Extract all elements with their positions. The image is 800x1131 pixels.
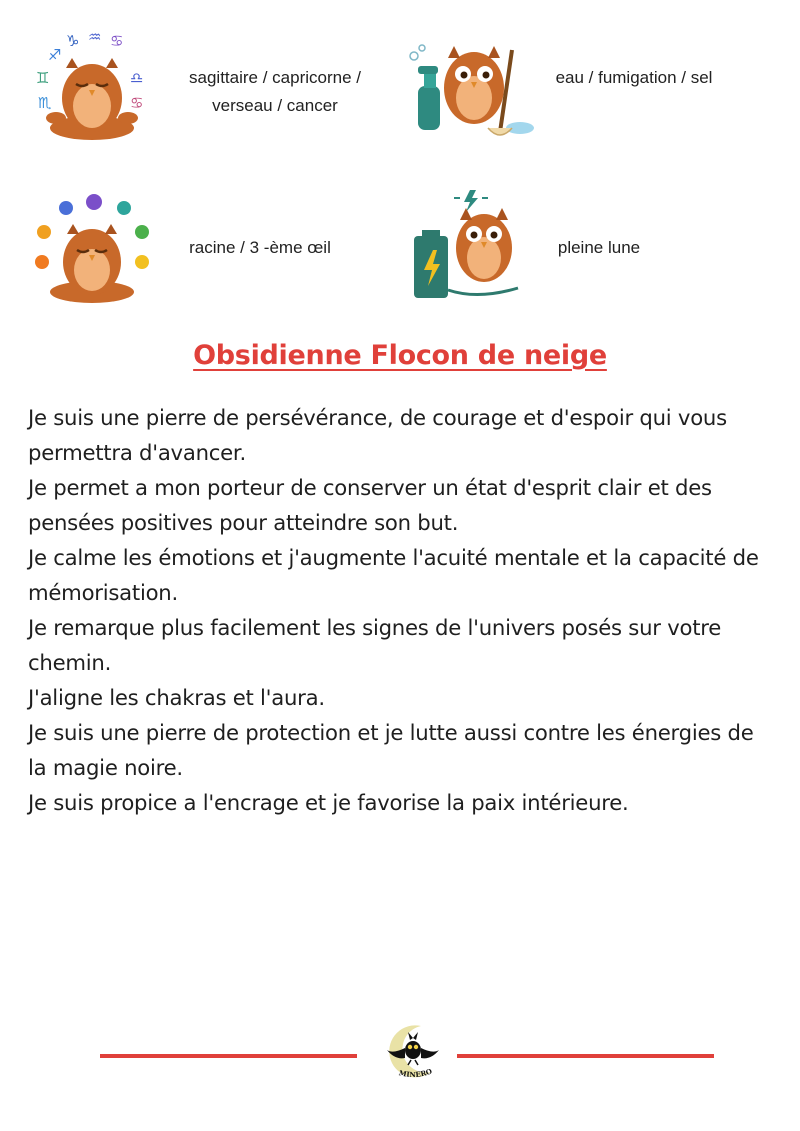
description-body bbox=[28, 400, 778, 820]
cable-icon bbox=[448, 288, 518, 295]
footer-rule-right bbox=[457, 1054, 714, 1058]
chakra-owl-illustration bbox=[30, 190, 160, 310]
description-paragraph: J'aligne les chakras et l'aura. bbox=[28, 685, 325, 710]
logo-text: MINERO bbox=[398, 1066, 434, 1080]
description-paragraph: Je permet a mon porteur de conserver un état d'esprit clair et des pensées positives pour atteindre son but. bbox=[28, 475, 712, 535]
chakra-crown-icon bbox=[86, 194, 102, 210]
description-paragraph: Je suis une pierre de protection et je lutte aussi contre les énergies de la magie noire. bbox=[28, 720, 754, 780]
zodiac-glyph-icon: ♊ bbox=[36, 69, 50, 87]
chakra-throat-icon bbox=[117, 201, 131, 215]
meditating-owl-icon bbox=[46, 58, 138, 140]
chakra-heart-icon bbox=[135, 225, 149, 239]
cleansing-methods-text: eau / fumigation / sel bbox=[555, 68, 713, 87]
spray-bottle-icon bbox=[410, 45, 440, 130]
chakra-solar-plexus-icon bbox=[135, 255, 149, 269]
brand-logo bbox=[381, 1020, 445, 1088]
description-paragraph: Je remarque plus facilement les signes de l'univers posés sur votre chemin. bbox=[28, 615, 722, 675]
recharge-text: pleine lune bbox=[557, 238, 641, 257]
description-paragraph: Je calme les émotions et j'augmente l'acuité mentale et la capacité de mémorisation. bbox=[28, 545, 759, 605]
chakras-text: racine / 3 -ème œil bbox=[189, 238, 331, 257]
zodiac-glyph-icon: ♋ bbox=[110, 32, 124, 50]
page-title: Obsidienne Flocon de neige bbox=[193, 340, 607, 371]
owl-icon bbox=[444, 46, 504, 124]
battery-icon bbox=[414, 230, 448, 298]
description-paragraph: Je suis propice a l'encrage et je favorise la paix intérieure. bbox=[28, 790, 629, 815]
zodiac-glyph-icon: ♏ bbox=[38, 94, 52, 112]
zodiac-glyph-icon: ♋ bbox=[130, 94, 144, 112]
zodiac-glyph-icon: ♎ bbox=[130, 69, 144, 87]
recharge-owl-illustration bbox=[408, 186, 538, 306]
zodiac-glyph-icon: ♐ bbox=[48, 46, 62, 64]
chakra-solar-icon bbox=[37, 225, 51, 239]
astro-signs-text: sagittaire / capricorne / verseau / cancer bbox=[189, 68, 361, 115]
cleansing-owl-illustration bbox=[408, 28, 538, 148]
lightning-icon bbox=[454, 190, 488, 212]
chakra-sacral-icon bbox=[35, 255, 49, 269]
meditating-owl-icon bbox=[50, 224, 134, 303]
chakra-third-eye-icon bbox=[59, 201, 73, 215]
description-paragraph: Je suis une pierre de persévérance, de courage et d'espoir qui vous permettra d'avancer. bbox=[28, 405, 727, 465]
zodiac-glyph-icon: ♒ bbox=[88, 28, 102, 46]
owl-icon bbox=[456, 208, 512, 282]
zodiac-glyph-icon: ♑ bbox=[66, 32, 80, 50]
footer-rule-left bbox=[100, 1054, 357, 1058]
zodiac-owl-illustration bbox=[30, 28, 160, 148]
